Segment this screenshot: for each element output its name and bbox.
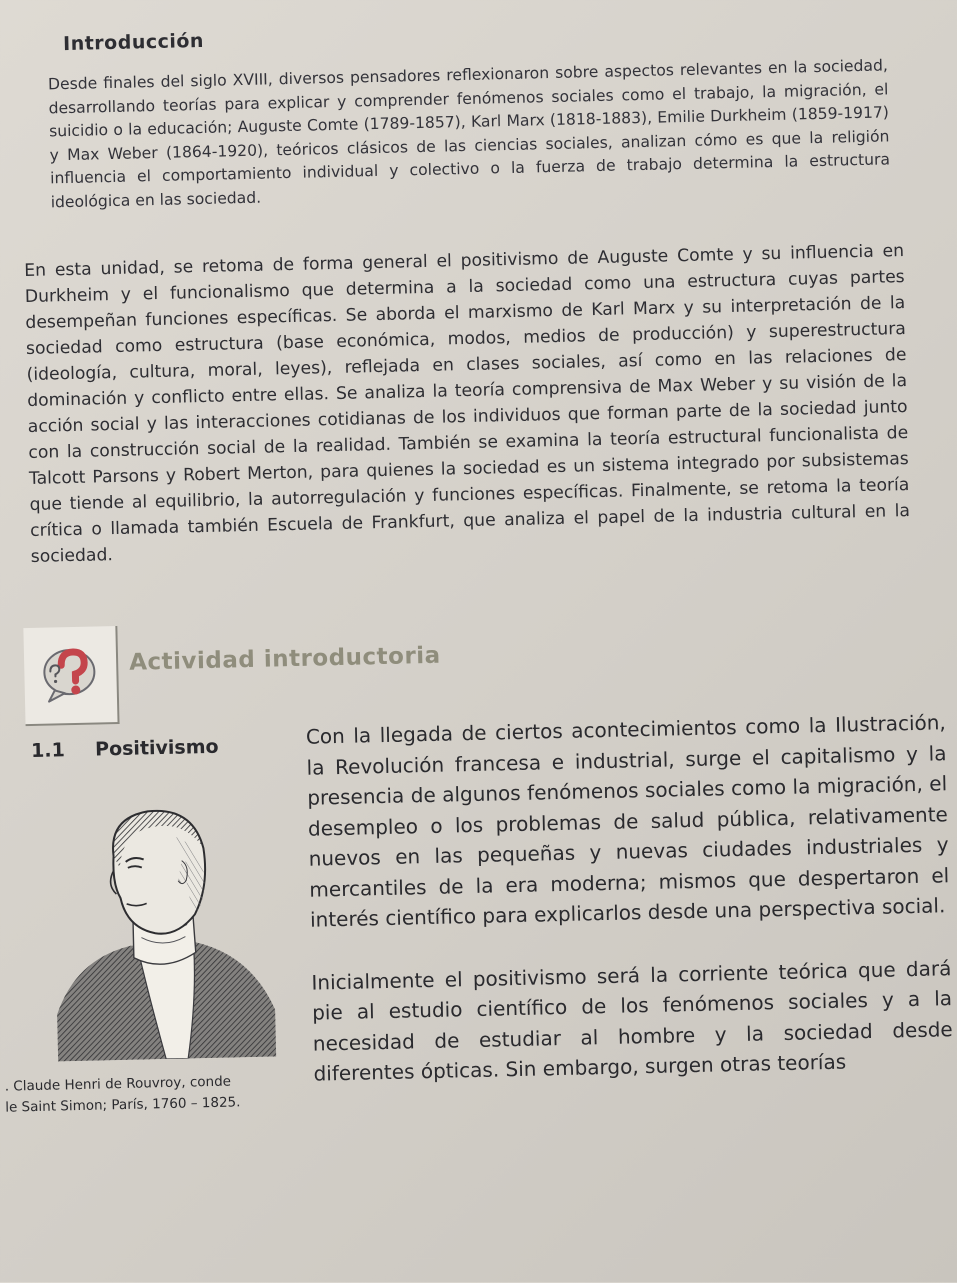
activity-icon-box bbox=[23, 626, 119, 726]
positivismo-paragraph-2: Inicialmente el positivismo será la corriente teórica que dará pie al estudio científico de los fenómenos sociales y a la necesidad de estudiar al hombre y la sociedad desde diferentes ópticas. Sin embargo, surgen otras teorías bbox=[311, 955, 953, 1086]
positivismo-body bbox=[306, 707, 954, 1089]
question-mark-icon bbox=[36, 634, 108, 706]
portrait-caption-line-1: . Claude Henri de Rouvroy, conde bbox=[4, 1073, 232, 1095]
introduction-paragraph-2: En esta unidad, se retoma de forma general el positivismo de Auguste Comte y su influencia en Durkheim y el funcionalismo que determina a la sociedad como una estructura cuyas partes desempeñan funciones específicas. Se aborda el marxismo de Karl Marx y su interpretación de la sociedad como estructura (base económica, modos, medios de producción) y superestructura (ideología, cultura, moral, leyes), reflejada en clases sociales, así como en las relaciones de dominación y conflicto entre ellas. Se analiza la teoría comprensiva de Max Weber y su visión de la acción social y las interacciones cotidianas de los individuos que forman parte de la sociedad junto con la construcción social de la realidad. También se examina la teoría estructural funcionalista de Talcott Parsons y Robert Merton, para quienes la sociedad es un sistema integrado por subsistemas que tiende al equilibrio, la autorregulación y funciones específicas. Finalmente, se retoma la teoría crítica o llamada también Escuela de Frankfurt, que analiza el papel de la industria cultural en la sociedad. bbox=[24, 241, 911, 567]
introduction-heading: Introducción bbox=[62, 29, 205, 56]
activity-title: Actividad introductoria bbox=[128, 642, 441, 676]
positivismo-paragraph-1: Con la llegada de ciertos acontecimientos como la Ilustración, la Revolución francesa e industrial, surge el capitalismo y la presencia de algunos fenómenos sociales como la migración, el desempleo o los problemas de salud pública, relativamente nuevos en las pequeñas y nuevas ciudades industriales y mercantiles de la era moderna; mismos que despertaron el interés científico para explicarlos desde una perspectiva social. bbox=[305, 710, 950, 932]
introduction-paragraph-1: Desde finales del siglo XVIII, diversos pensadores reflexionaron sobre aspectos relevantes en la sociedad, desarrollando teorías para explicar y comprender fenómenos sociales como el trabajo, la migración, el suicidio o la educación; Auguste Comte (1789-1857), Karl Marx (1818-1883), Emilie Durkheim (1859-1917) y Max Weber (1864-1920), teóricos clásicos de las ciencias sociales, analizan cómo es que la religión influencia el comportamiento individual y colectivo o la fuerza de trabajo determina la estructura ideológica en las sociedad. bbox=[47, 56, 891, 211]
section-title: Positivismo bbox=[94, 735, 219, 761]
saint-simon-portrait bbox=[42, 795, 278, 1062]
portrait-caption bbox=[5, 1070, 296, 1119]
portrait-caption-line-2: le Saint Simon; París, 1760 – 1825. bbox=[5, 1094, 241, 1116]
section-number: 1.1 bbox=[30, 739, 66, 762]
